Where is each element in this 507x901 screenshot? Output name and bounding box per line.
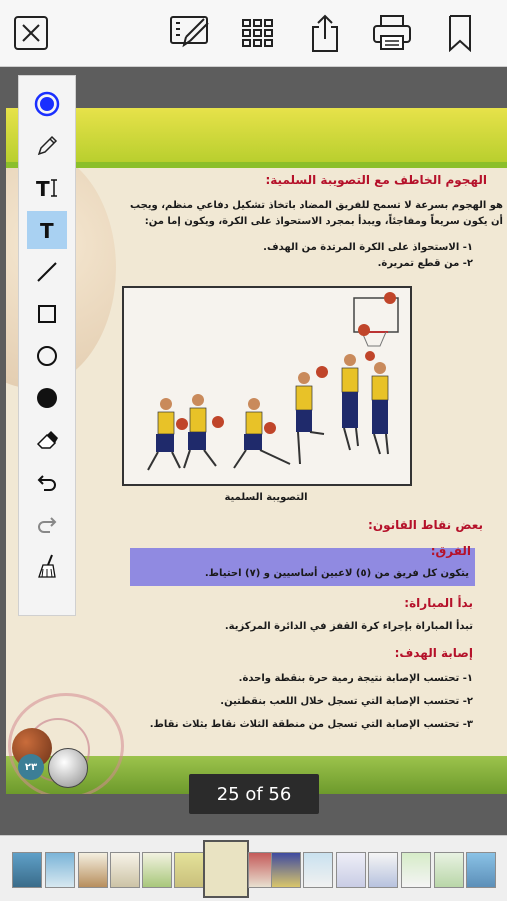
list-item: ٢- تحتسب الإصابة التي تسجل خلال اللعب بنقطتين. xyxy=(220,696,473,707)
share-button[interactable] xyxy=(305,12,345,54)
page-number: ٢٣ xyxy=(18,754,44,780)
rule-text: تبدأ المباراة بإجراء كرة القفز في الدائرة المركزية. xyxy=(224,621,473,632)
list-item: ١- تحتسب الإصابة نتيجة رمية حرة بنقطة واحدة. xyxy=(238,673,473,684)
page-thumbnail[interactable] xyxy=(336,852,366,888)
page-thumbnail[interactable] xyxy=(466,852,496,888)
grid-view-button[interactable] xyxy=(238,12,278,54)
document-page[interactable] xyxy=(6,108,507,794)
print-icon xyxy=(371,14,413,52)
rectangle-tool-button[interactable] xyxy=(27,295,67,333)
document-viewer[interactable] xyxy=(0,67,507,835)
annotation-tool-palette xyxy=(18,75,76,616)
list-item: ٣- تحتسب الإصابة التي تسجل من منطقة الثلاث نقاط بثلاث نقاط. xyxy=(149,719,473,730)
text-insert-icon xyxy=(34,176,60,200)
close-button[interactable] xyxy=(11,12,51,54)
bookmark-button[interactable] xyxy=(440,12,480,54)
top-toolbar xyxy=(0,0,507,67)
color-picker-icon xyxy=(34,91,60,117)
pencil-icon xyxy=(35,134,59,158)
page-thumbnail[interactable] xyxy=(110,852,140,888)
text-insert-tool-button[interactable] xyxy=(27,169,67,207)
layup-figure-image xyxy=(124,288,410,484)
section-heading: إصابة الهدف: xyxy=(394,646,473,660)
eraser-tool-button[interactable] xyxy=(27,421,67,459)
annotate-icon xyxy=(168,13,212,53)
filled-circle-tool-button[interactable] xyxy=(27,379,67,417)
section-heading: الهجوم الخاطف مع التصويبة السلمية: xyxy=(265,173,487,187)
current-page-thumbnail[interactable] xyxy=(203,840,249,898)
section-heading: بعض نقاط القانون: xyxy=(368,518,483,532)
page-thumbnail[interactable] xyxy=(45,852,75,888)
bookmark-icon xyxy=(446,14,474,52)
rule-text: يتكون كل فريق من (٥) لاعبين أساسيين و (٧) احتياط. xyxy=(204,568,469,579)
print-button[interactable] xyxy=(370,12,414,54)
annotate-button[interactable] xyxy=(166,12,214,54)
circle-icon xyxy=(35,344,59,368)
text-icon xyxy=(35,218,59,242)
basketball-layup-illustration xyxy=(122,286,412,486)
page-thumbnail[interactable] xyxy=(78,852,108,888)
section-heading: بدأ المباراة: xyxy=(404,596,473,610)
paragraph-line: أن يكون سريعاً ومفاجئاً، ويبدأ بمجرد الاستحواذ على الكرة، ويكون إما من: xyxy=(144,216,503,227)
page-thumbnail[interactable] xyxy=(434,852,464,888)
line-icon xyxy=(35,260,59,284)
page-thumbnail[interactable] xyxy=(401,852,431,888)
figure-caption: التصويبة السلمية xyxy=(224,492,308,503)
svg-text:T: T xyxy=(36,177,50,200)
banner-strip xyxy=(6,162,507,168)
text-tool-button[interactable] xyxy=(27,211,67,249)
close-icon xyxy=(13,15,49,51)
page-thumbnail[interactable] xyxy=(174,852,204,888)
line-tool-button[interactable] xyxy=(27,253,67,291)
page-indicator: 25 of 56 xyxy=(189,774,319,814)
redo-icon xyxy=(35,512,59,536)
paragraph-line: هو الهجوم بسرعة لا تسمح للفريق المضاد باتخاذ تشكيل دفاعي منظم، ويجب xyxy=(130,200,503,211)
undo-button[interactable] xyxy=(27,463,67,501)
thumbnail-strip[interactable] xyxy=(0,835,507,901)
soccer-ball-icon xyxy=(48,748,88,788)
page-thumbnail[interactable] xyxy=(303,852,333,888)
page-thumbnail[interactable] xyxy=(12,852,42,888)
page-banner xyxy=(6,108,507,162)
page-thumbnail[interactable] xyxy=(142,852,172,888)
section-heading: الفرق: xyxy=(430,544,471,558)
text-highlight[interactable] xyxy=(130,548,475,586)
list-item: ١- الاستحواذ على الكرة المرتدة من الهدف. xyxy=(263,242,473,253)
pencil-tool-button[interactable] xyxy=(27,127,67,165)
circle-tool-button[interactable] xyxy=(27,337,67,375)
share-icon xyxy=(307,13,343,53)
page-thumbnail[interactable] xyxy=(368,852,398,888)
color-picker-button[interactable] xyxy=(27,85,67,123)
rectangle-icon xyxy=(35,302,59,326)
svg-text:T: T xyxy=(40,219,54,242)
clear-broom-icon xyxy=(35,553,59,579)
undo-icon xyxy=(35,470,59,494)
grid-icon xyxy=(240,15,276,51)
redo-button[interactable] xyxy=(27,505,67,543)
list-item: ٢- من قطع تمريرة. xyxy=(377,258,473,269)
filled-circle-icon xyxy=(35,386,59,410)
eraser-icon xyxy=(35,428,59,452)
clear-annotations-button[interactable] xyxy=(27,547,67,585)
page-thumbnail[interactable] xyxy=(271,852,301,888)
